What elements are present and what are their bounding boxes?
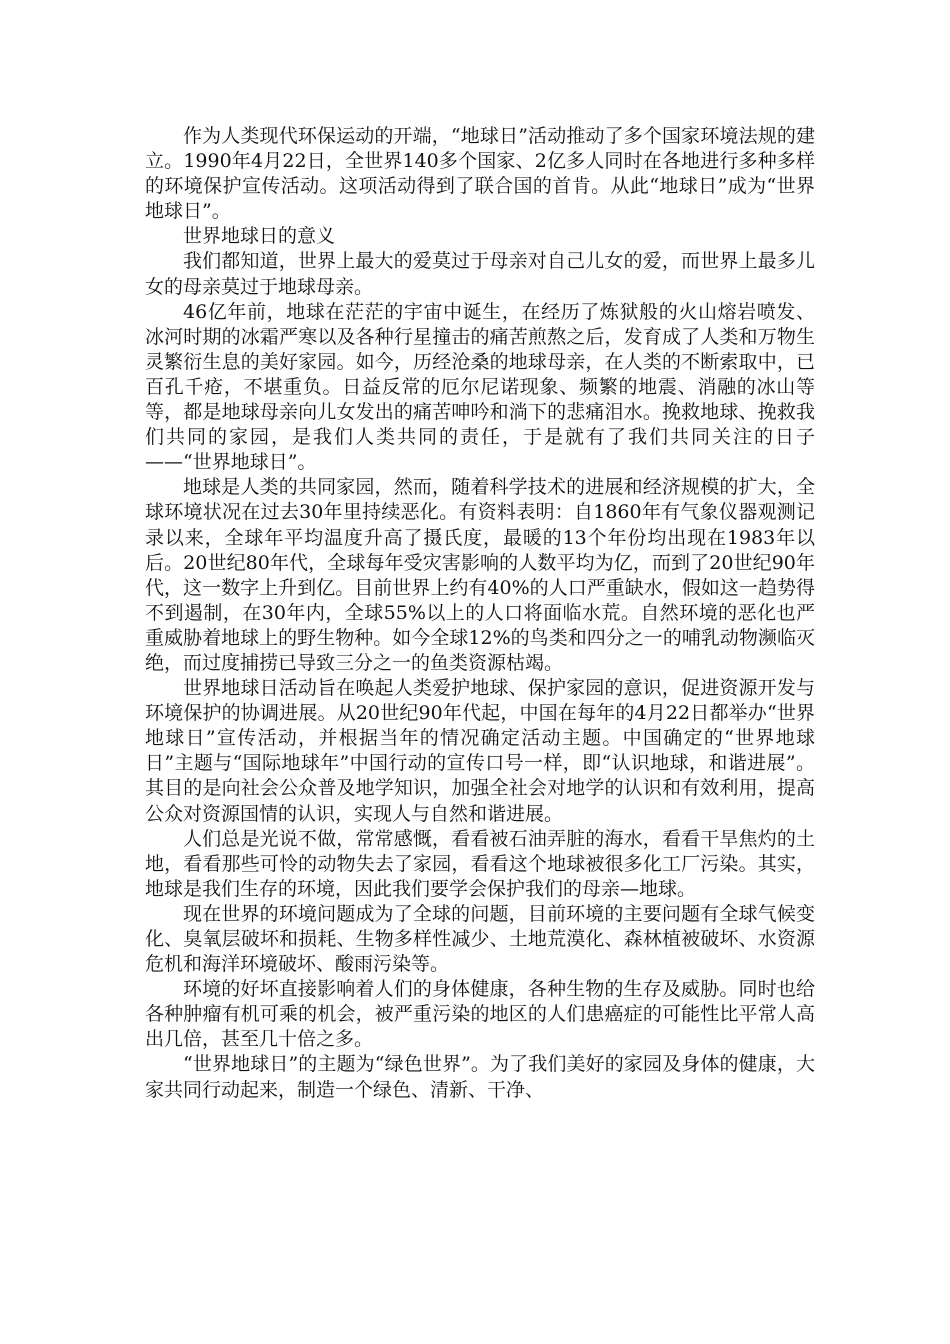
paragraph-activity-purpose: 世界地球日活动旨在唤起人类爱护地球、保护家园的意识，促进资源开发与环境保护的协调进展。从20世纪90年代起，中国在每年的4月22日都举办“世界地球日”宣传活动，并根据当年的情况确定活动主题。中国确定的“世界地球日”主题与“国际地球年”中国行动的宣传口号一样，即“认识地球，和谐进展”。其目的是向社会公众普及地学知识，加强全社会对地学的认识和有效利用，提高公众对资源国情的认识，实现人与自然和谐进展。 [145, 677, 815, 825]
paragraph-health-impact: 环境的好坏直接影响着人们的身体健康，各种生物的生存及威胁。同时也给各种肿瘤有机可乘的机会，被严重污染的地区的人们患癌症的可能性比平常人高出几倍，甚至几十倍之多。 [145, 978, 815, 1051]
paragraph-green-world: “世界地球日”的主题为“绿色世界”。为了我们美好的家园及身体的健康，大家共同行动起来，制造一个绿色、清新、干净、 [145, 1053, 815, 1101]
paragraph-mother-love: 我们都知道，世界上最大的爱莫过于母亲对自己儿女的爱，而世界上最多儿女的母亲莫过于地球母亲。 [145, 250, 815, 298]
section-heading-significance: 世界地球日的意义 [183, 225, 336, 248]
paragraph-people-action: 人们总是光说不做，常常感慨，看看被石油弄脏的海水，看看干旱焦灼的土地，看看那些可怜的动物失去了家园，看看这个地球被很多化工厂污染。其实，地球是我们生存的环境，因此我们要学会保护我们的母亲—地球。 [145, 827, 815, 900]
paragraph-earth-day-origin: 作为人类现代环保运动的开端，“地球日”活动推动了多个国家环境法规的建立。1990年4月22日，全世界140多个国家、2亿多人同时在各地进行多种多样的环境保护宣传活动。这项活动得到了联合国的首肯。从此“地球日”成为“世界地球日”。 [145, 125, 815, 223]
paragraph-global-problems: 现在世界的环境问题成为了全球的问题，目前环境的主要问题有全球气候变化、臭氧层破坏和损耗、生物多样性减少、土地荒漠化、森林植被破坏、水资源危机和海洋环境破坏、酸雨污染等。 [145, 902, 815, 976]
paragraph-environment-decline: 地球是人类的共同家园，然而，随着科学技术的进展和经济规模的扩大，全球环境状况在过去30年里持续恶化。有资料表明：自1860年有气象仪器观测记录以来，全球年平均温度升高了摄氏度，最暖的13个年份均出现在1983年以后。20世纪80年代，全球每年受灾害影响的人数平均为亿，而到了20世纪90年代，这一数字上升到亿。目前世界上约有40%的人口严重缺水，假如这一趋势得不到遏制，在30年内，全球55%以上的人口将面临水荒。自然环境的恶化也严重威胁着地球上的野生物种。如今全球12%的鸟类和四分之一的哺乳动物濒临灭绝，而过度捕捞已导致三分之一的鱼类资源枯竭。 [145, 476, 815, 674]
document-body [145, 124, 815, 1103]
paragraph-earth-history: 46亿年前，地球在茫茫的宇宙中诞生，在经历了炼狱般的火山熔岩喷发、冰河时期的冰霜严寒以及各种行星撞击的痛苦煎熬之后，发育成了人类和万物生灵繁衍生息的美好家园。如今，历经沧桑的地球母亲，在人类的不断索取中，已百孔千疮，不堪重负。日益反常的厄尔尼诺现象、频繁的地震、消融的冰山等等，都是地球母亲向儿女发出的痛苦呻吟和淌下的悲痛泪水。挽救地球、挽救我们共同的家园，是我们人类共同的责任，于是就有了我们共同关注的日子——“世界地球日”。 [145, 300, 815, 474]
